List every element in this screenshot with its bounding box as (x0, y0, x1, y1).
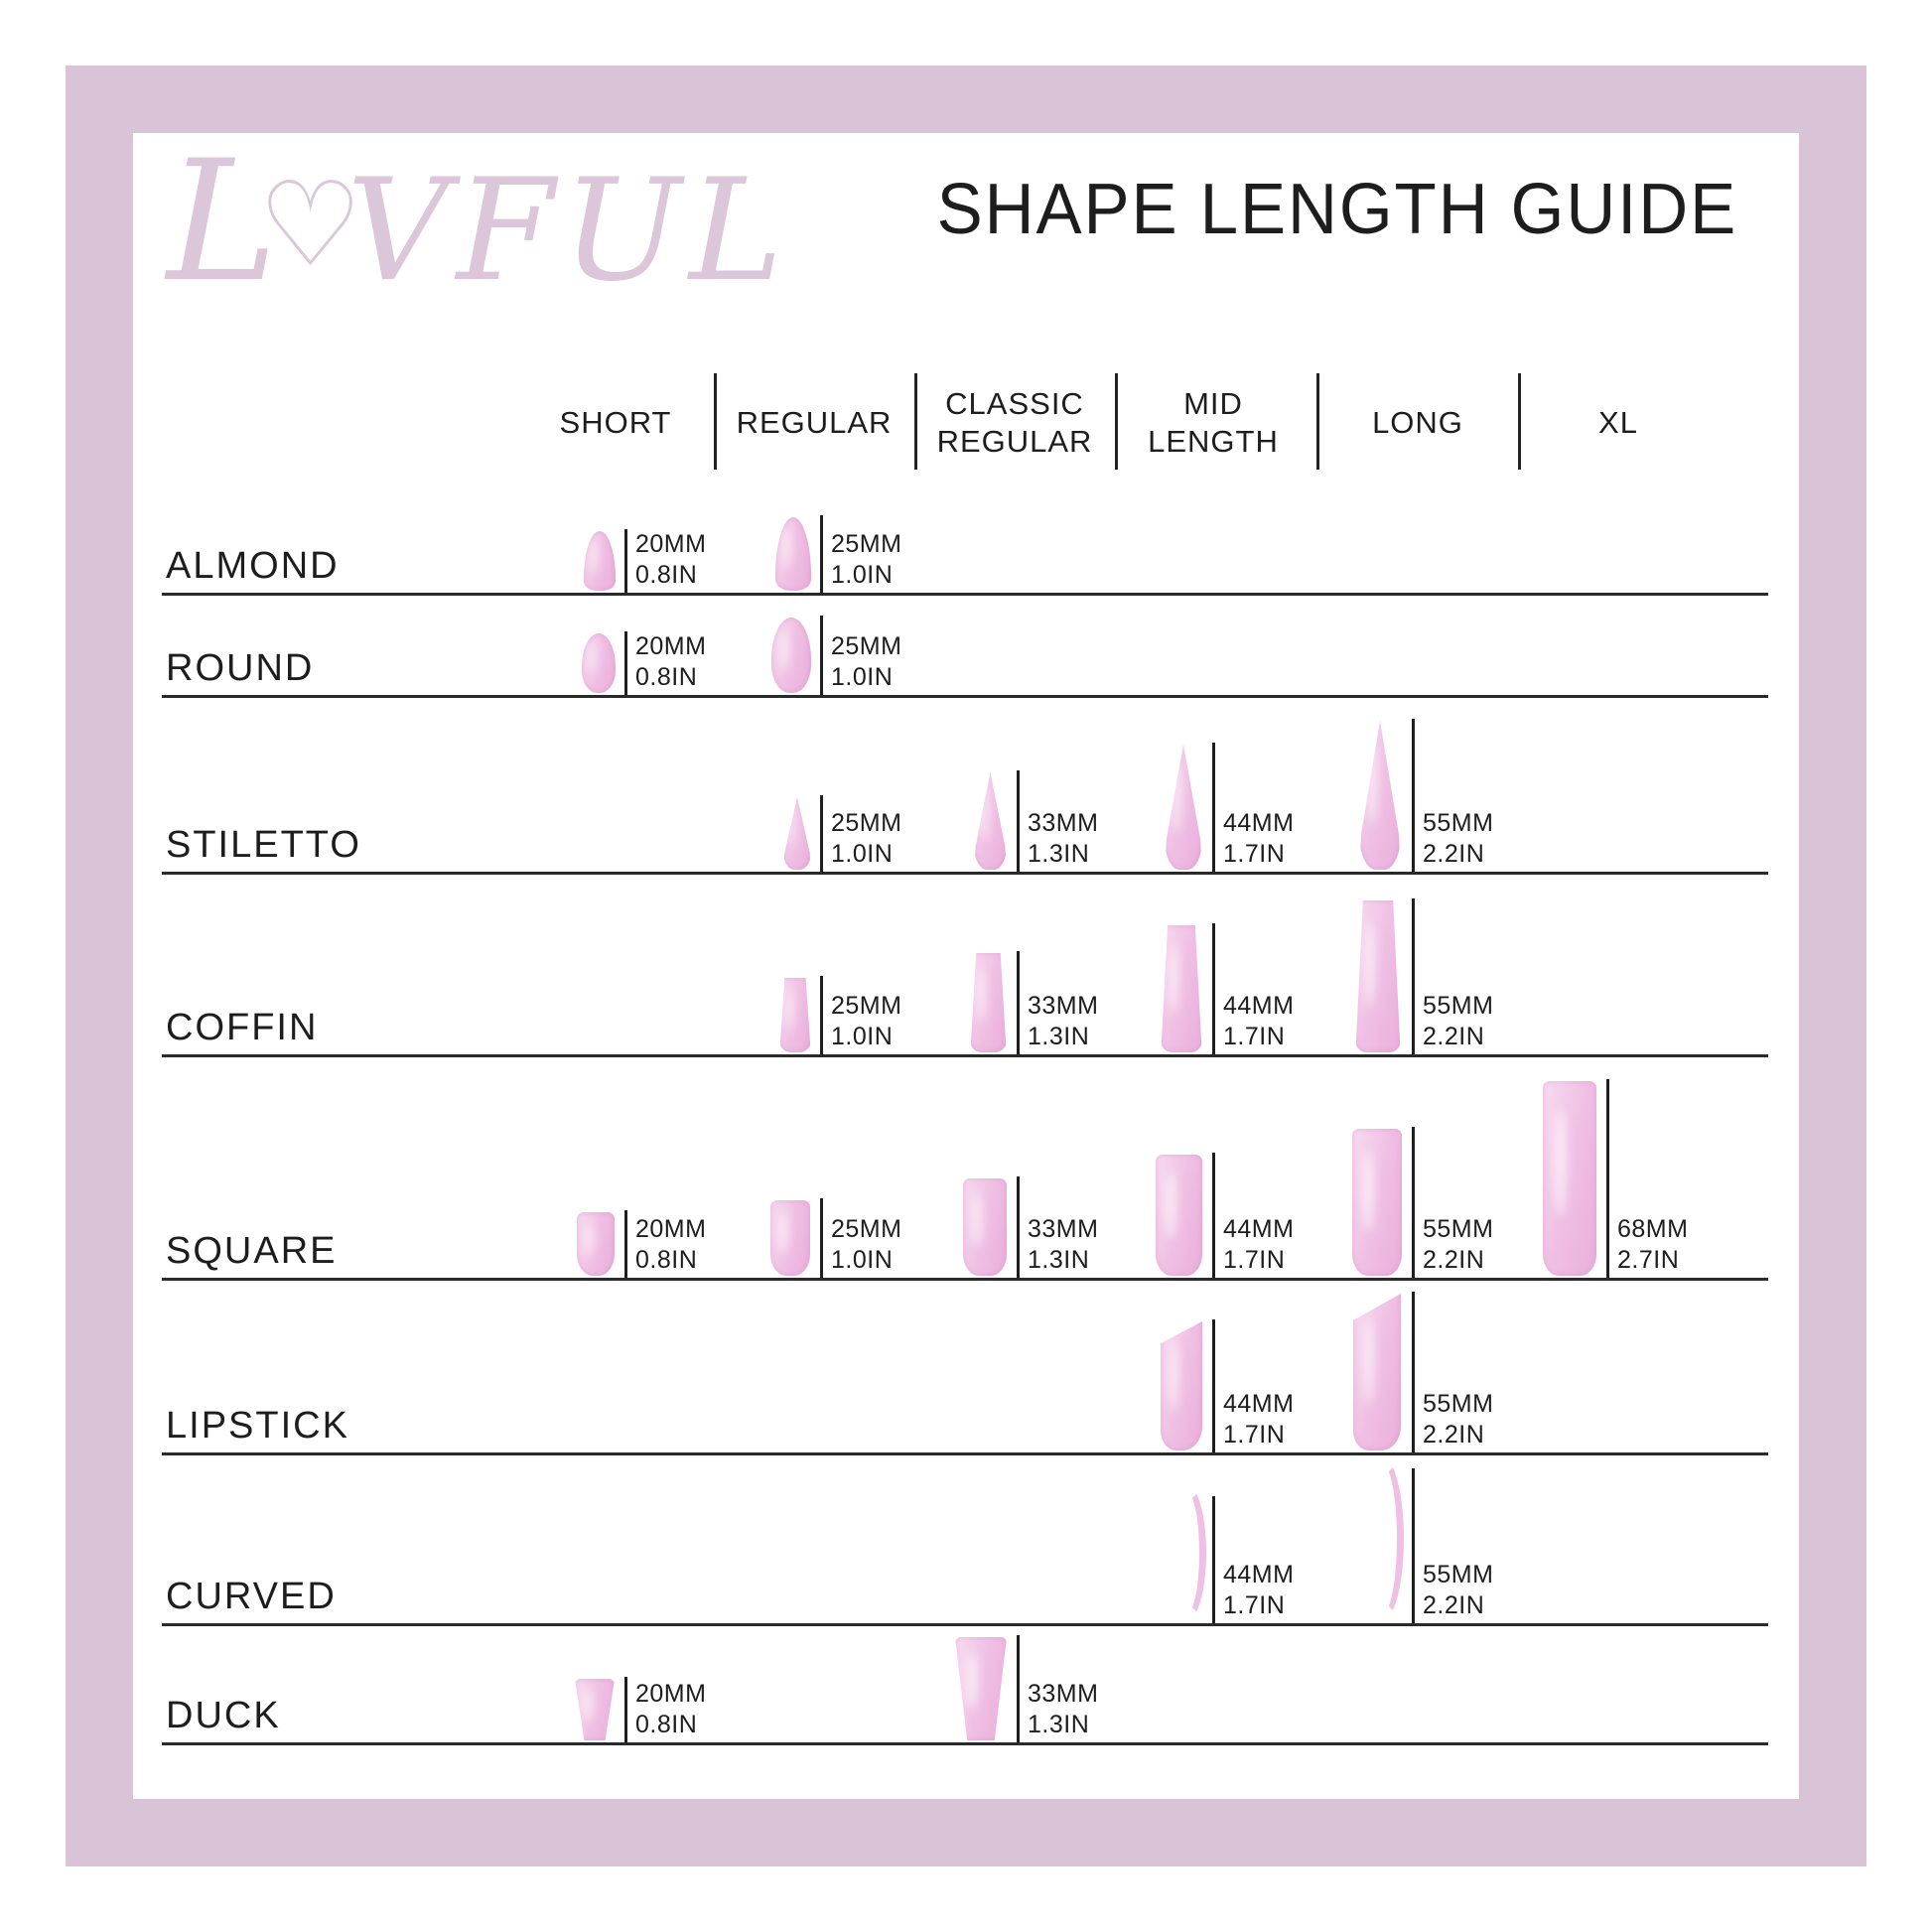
column-header-long: LONG (1372, 405, 1463, 440)
measure-line (820, 976, 823, 1054)
measurement-mm: 44MM (1223, 1561, 1295, 1588)
nail-curved-mid-length (1167, 1484, 1206, 1621)
measure-line (1412, 1292, 1415, 1452)
measurement (635, 1679, 706, 1740)
measure-line (1412, 1468, 1415, 1623)
row-rule (162, 1452, 1768, 1455)
nail-square-short (577, 1212, 615, 1276)
measure-line (1412, 898, 1415, 1054)
measurement-in: 1.7IN (1223, 1421, 1286, 1449)
measurement (1223, 1560, 1294, 1621)
measurement-in: 0.8IN (635, 1246, 698, 1274)
measurement (831, 631, 901, 693)
measurement (1617, 1214, 1688, 1276)
measure-line (1212, 1153, 1215, 1278)
header-divider (1115, 373, 1118, 470)
header-divider (714, 373, 717, 470)
header-divider (914, 373, 917, 470)
measurement-mm: 33MM (1028, 1680, 1099, 1708)
measurement-mm: 25MM (831, 809, 902, 837)
measure-line (1017, 951, 1020, 1054)
measurement-mm: 55MM (1423, 1561, 1494, 1588)
measure-line (1212, 1496, 1215, 1623)
column-header-short: SHORT (559, 405, 672, 440)
measurement (1423, 808, 1493, 870)
measurement-mm: 20MM (635, 632, 707, 660)
column-header-classic-regular: CLASSIC REGULAR (936, 386, 1093, 459)
measure-line (1412, 1127, 1415, 1278)
row-rule (162, 695, 1768, 698)
nail-square-regular (770, 1200, 810, 1276)
measurement-mm: 33MM (1028, 809, 1099, 837)
measurement-in: 2.2IN (1423, 1421, 1485, 1449)
column-header-xl: XL (1598, 405, 1638, 440)
measurement-in: 1.0IN (831, 561, 894, 589)
brand-logo (167, 124, 791, 319)
measurement-mm: 44MM (1223, 992, 1295, 1020)
measurement (1423, 991, 1493, 1052)
measurement-mm: 44MM (1223, 1215, 1295, 1243)
measurement-in: 1.0IN (831, 1023, 894, 1050)
measurement-mm: 25MM (831, 1215, 902, 1243)
measure-line (624, 529, 627, 593)
nail-square-xl (1543, 1081, 1596, 1276)
nail-almond-short (584, 531, 616, 591)
row-label-lipstick: LIPSTICK (166, 1405, 349, 1447)
row-label-coffin: COFFIN (166, 1007, 319, 1048)
measurement (1223, 1389, 1294, 1450)
nail-stiletto-long (1359, 721, 1401, 870)
measure-line (820, 795, 823, 872)
measurement (1223, 808, 1294, 870)
nail-square-long (1352, 1129, 1402, 1276)
measure-line (820, 515, 823, 593)
measurement-in: 2.2IN (1423, 1246, 1485, 1274)
measurement (1423, 1389, 1493, 1450)
row-rule (162, 1054, 1768, 1057)
measure-line (1017, 770, 1020, 872)
measurement-in: 1.3IN (1028, 840, 1090, 868)
nail-round-short (582, 633, 616, 693)
measurement-mm: 55MM (1423, 809, 1494, 837)
measurement-in: 2.7IN (1617, 1246, 1680, 1274)
row-label-stiletto: STILETTO (166, 824, 361, 866)
measurement-in: 1.7IN (1223, 1023, 1286, 1050)
measurement (1423, 1560, 1493, 1621)
measure-line (820, 616, 823, 695)
measurement-in: 1.3IN (1028, 1023, 1090, 1050)
nail-round-regular (771, 618, 811, 693)
row-label-duck: DUCK (166, 1695, 281, 1736)
measurement-in: 0.8IN (635, 1711, 698, 1738)
measurement-in: 1.7IN (1223, 1591, 1286, 1619)
measurement-in: 2.2IN (1423, 1591, 1485, 1619)
measure-line (1412, 719, 1415, 872)
measurement-mm: 33MM (1028, 1215, 1099, 1243)
measure-line (1212, 1319, 1215, 1452)
measurement-in: 0.8IN (635, 561, 698, 589)
measurement-mm: 55MM (1423, 992, 1494, 1020)
measurement (635, 1214, 706, 1276)
measurement-in: 1.7IN (1223, 840, 1286, 868)
measurement (831, 529, 901, 591)
measure-line (1606, 1079, 1609, 1278)
nail-coffin-classic-regular (970, 953, 1007, 1052)
measurement-mm: 68MM (1617, 1215, 1689, 1243)
nail-duck-classic-regular (955, 1637, 1007, 1740)
nail-lipstick-long (1353, 1294, 1401, 1450)
header-divider (1518, 373, 1521, 470)
measurement-mm: 33MM (1028, 992, 1099, 1020)
row-rule (162, 872, 1768, 875)
measurement (831, 808, 901, 870)
measure-line (1212, 923, 1215, 1054)
row-rule (162, 1742, 1768, 1745)
measurement (1028, 808, 1098, 870)
measurement (1223, 991, 1294, 1052)
measurement (1423, 1214, 1493, 1276)
measurement-mm: 20MM (635, 530, 707, 558)
measure-line (820, 1198, 823, 1278)
nail-coffin-mid-length (1161, 925, 1202, 1052)
row-rule (162, 1623, 1768, 1626)
measurement (1223, 1214, 1294, 1276)
column-header-regular: REGULAR (736, 405, 893, 440)
row-label-almond: ALMOND (166, 545, 340, 587)
nail-square-mid-length (1156, 1155, 1202, 1276)
measurement (1028, 1679, 1098, 1740)
measurement-mm: 20MM (635, 1215, 707, 1243)
measure-line (1212, 743, 1215, 872)
measurement-in: 0.8IN (635, 663, 698, 691)
nail-coffin-long (1355, 900, 1401, 1052)
measurement-mm: 55MM (1423, 1390, 1494, 1418)
logo-letter-l: L (167, 124, 278, 319)
measure-line (1017, 1176, 1020, 1278)
nail-duck-short (575, 1679, 615, 1740)
column-header-mid-length: MID LENGTH (1148, 386, 1279, 459)
measurement (831, 1214, 901, 1276)
measure-line (624, 1210, 627, 1278)
nail-coffin-regular (779, 978, 811, 1052)
nail-stiletto-regular (783, 797, 811, 870)
measurement-mm: 44MM (1223, 809, 1295, 837)
row-label-round: ROUND (166, 647, 315, 689)
page-title: SHAPE LENGTH GUIDE (936, 170, 1737, 249)
measurement-in: 1.0IN (831, 840, 894, 868)
measurement-in: 2.2IN (1423, 1023, 1485, 1050)
nail-curved-long (1360, 1456, 1404, 1621)
measurement-in: 1.0IN (831, 1246, 894, 1274)
measurement-mm: 55MM (1423, 1215, 1494, 1243)
measurement (1028, 991, 1098, 1052)
measurement-in: 1.0IN (831, 663, 894, 691)
measurement (831, 991, 901, 1052)
measurement-in: 1.3IN (1028, 1246, 1090, 1274)
logo-letters-vful: VFUL (346, 149, 791, 313)
measurement (1028, 1214, 1098, 1276)
row-rule (162, 1278, 1768, 1281)
row-label-curved: CURVED (166, 1576, 337, 1617)
nail-almond-regular (775, 517, 811, 591)
measurement (635, 529, 706, 591)
nail-lipstick-mid-length (1161, 1321, 1202, 1450)
measurement-mm: 20MM (635, 1680, 707, 1708)
nail-square-classic-regular (963, 1178, 1007, 1276)
measurement-in: 2.2IN (1423, 840, 1485, 868)
measure-line (624, 1677, 627, 1742)
measurement (635, 631, 706, 693)
header-divider (1316, 373, 1319, 470)
measurement-in: 1.7IN (1223, 1246, 1286, 1274)
measure-line (624, 631, 627, 695)
measurement-mm: 44MM (1223, 1390, 1295, 1418)
measurement-mm: 25MM (831, 530, 902, 558)
nail-stiletto-mid-length (1165, 745, 1202, 870)
measure-line (1017, 1635, 1020, 1742)
measurement-mm: 25MM (831, 992, 902, 1020)
measurement-mm: 25MM (831, 632, 902, 660)
nail-stiletto-classic-regular (974, 772, 1007, 870)
row-rule (162, 593, 1768, 596)
row-label-square: SQUARE (166, 1230, 338, 1272)
heart-icon: ♡ (257, 156, 363, 293)
measurement-in: 1.3IN (1028, 1711, 1090, 1738)
